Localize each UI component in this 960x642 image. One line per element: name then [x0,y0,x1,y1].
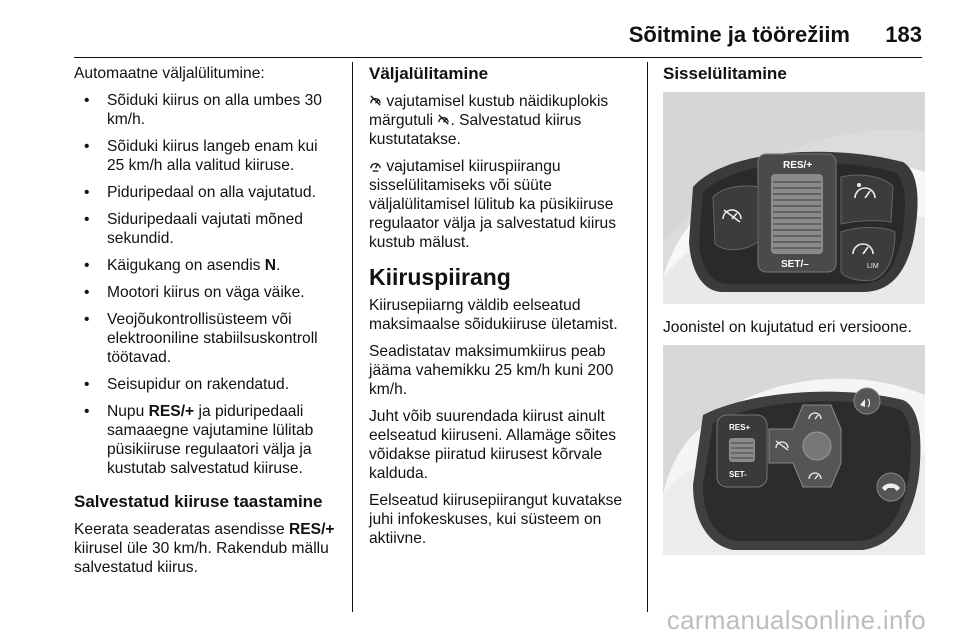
cruise-off-icon [437,113,450,126]
lim-label: LIM [867,263,879,270]
res-label: RES+ [729,423,751,432]
res-label: RES/+ [783,160,813,171]
page-number: 183 [885,22,922,47]
list-item: • Mootori kiirus on väga väike. [74,283,339,302]
figure-caption: Joonistel on kujutatud eri versioone. [663,319,912,336]
list-item: • Sõiduki kiirus langeb enam kui 25 km/h alla valitud kiiruse. [74,137,339,175]
page-title: Sõitmine ja töörežiim [628,22,850,47]
list-item [74,402,339,478]
paragraph-text: Keerata seaderatas asendisse [74,521,289,538]
paragraph-text: kiirusel üle 30 km/h. Rakendub mällu salvestatud kiirus. [74,540,329,576]
paragraph [74,520,339,577]
list-item-text: . [276,257,281,274]
section-heading: Väljalülitamine [369,64,489,83]
page-header [0,0,960,52]
res-label: RES/+ [148,403,195,420]
bullet-list [74,91,339,478]
steering-wheel-controls-figure-alt [663,345,925,555]
column-divider [352,62,353,612]
column-divider [647,62,648,612]
watermark: carmanualsonline.info [666,605,926,635]
paragraph: Juht võib suurendada kiirust ainult eelseatud kiiruseni. Allamäge sõites võidakse piiratud kiirusest kõrvale kalduda. [369,408,617,482]
list-item: • Sõiduki kiirus on alla umbes 30 km/h. [74,91,339,129]
list-item: • Piduripedaal on alla vajutatud. [74,183,339,202]
list-item-text: ja piduripedaali samaaegne vajutamine lülitab püsikiiruse regulaatori välja ja kustutab salvestatud kiiruse. [107,403,314,477]
list-item: • Siduripedaali vajutati mõned sekundid. [74,210,339,248]
paragraph-text: vajutamisel kustub näidikuplokis märgutuli [369,93,609,129]
section-title: Kiiruspiirang [369,264,511,290]
cruise-off-icon [369,94,382,107]
list-item: • Seisupidur on rakendatud. [74,375,339,394]
list-item: • Veojõukontrollisüsteem või elektrooniline stabiilsuskontroll töötavad. [74,310,339,367]
steering-wheel-controls-figure [663,92,925,304]
paragraph [369,157,631,252]
res-label: RES/+ [289,521,335,538]
paragraph-text: . Salvestatud kiirus kustutatakse. [369,112,582,148]
list-item-text: Käigukang on asendis [107,257,265,274]
section-heading: Salvestatud kiiruse taastamine [74,492,323,511]
header-rule [74,57,922,58]
gear-position-n: N [264,257,277,274]
paragraph: Eelseatud kiirusepiirangut kuvatakse juhi infokeskuses, kui süsteem on aktiivne. [369,492,623,547]
column-middle [369,64,631,556]
paragraph-text: vajutamisel kiiruspiirangu sisselülitamiseks või süüte väljalülitamisel lülitub ka püsikiiruse regulaator välja ja salvestatud kiirus kustub mälust. [369,158,617,251]
set-label: SET/– [781,259,809,270]
paragraph: Seadistatav maksimumkiirus peab jääma vahemikku 25 km/h kuni 200 km/h. [369,343,614,398]
column-right [663,64,925,555]
column-left [74,64,339,585]
section-heading: Sisselülitamine [663,64,787,83]
list-item [74,256,339,275]
speed-limiter-icon [369,159,382,172]
intro-text: Automaatne väljalülitumine: [74,65,265,82]
list-item-text: Nupu [107,403,149,420]
set-label: SET- [729,470,747,479]
steering-wheel-illustration-alt [663,345,925,555]
paragraph [369,92,631,149]
paragraph: Kiirusepiiarng väldib eelseatud maksimaalse sõidukiiruse ületamist. [369,297,618,333]
steering-wheel-illustration [663,92,925,304]
